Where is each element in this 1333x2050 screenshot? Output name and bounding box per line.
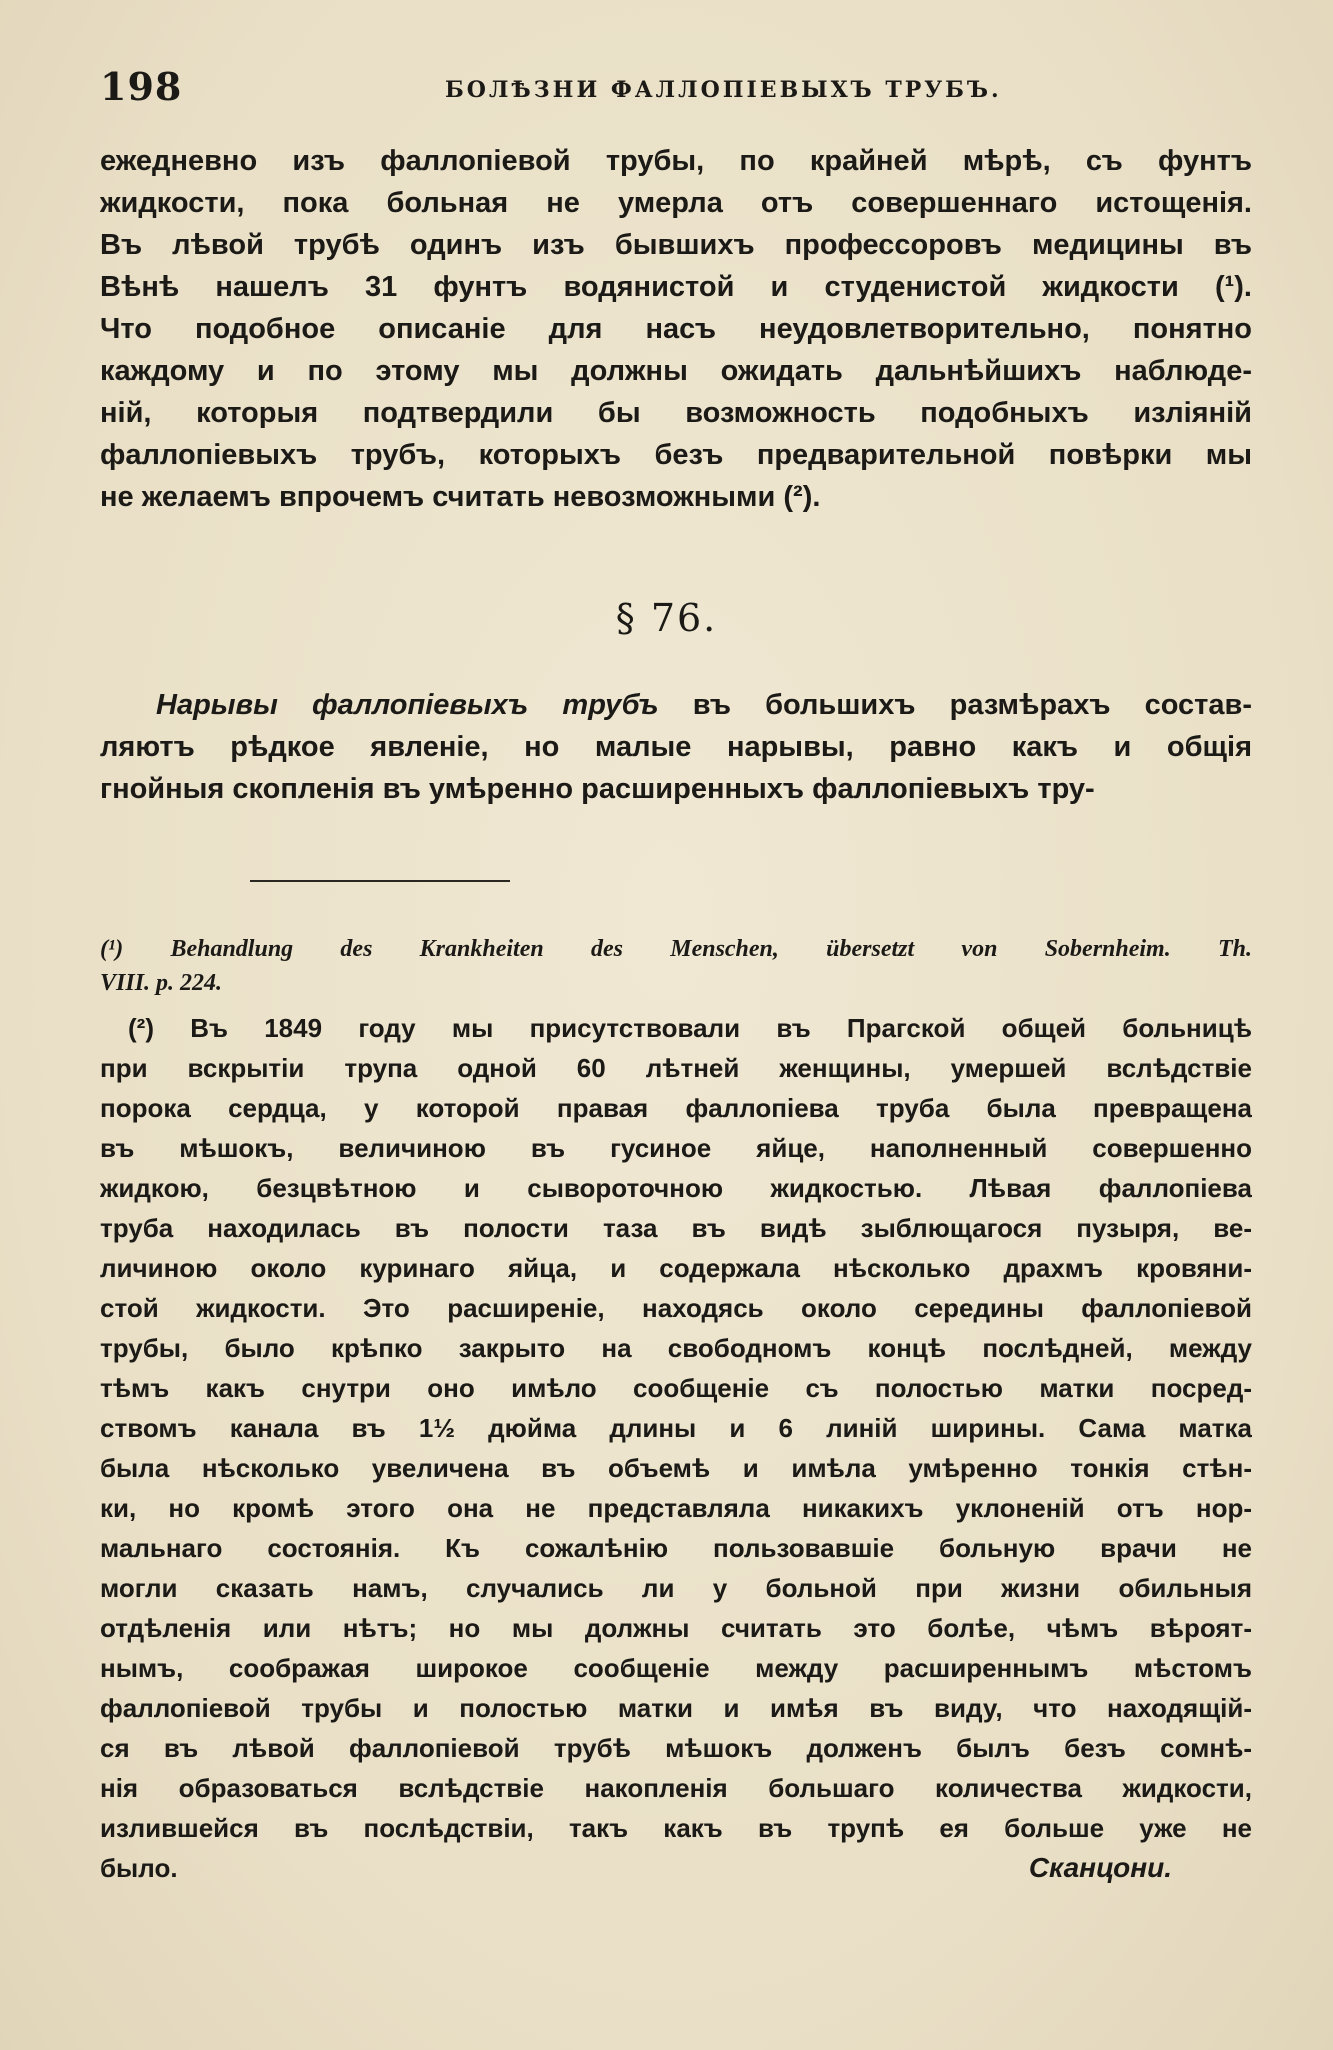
author-signature: Сканцони. xyxy=(1028,1852,1172,1883)
text-line: фаллопіевыхъ трубъ, которыхъ безъ предварительной повѣрки мы xyxy=(100,439,1252,471)
footnote-line: (²) Въ 1849 году мы присутствовали въ Прагской общей больницѣ xyxy=(128,1013,1252,1043)
footnote-line: порока сердца, у которой правая фаллопіева труба была превращена xyxy=(100,1093,1252,1123)
text-line: Что подобное описаніе для насъ неудовлетворительно, понятно xyxy=(100,313,1252,345)
text-line: Вѣнѣ нашелъ 31 фунтъ водянистой и студенистой жидкости (¹). xyxy=(100,271,1252,303)
footnote-divider xyxy=(250,880,510,882)
footnote-line: нымъ, соображая широкое сообщеніе между расширеннымъ мѣстомъ xyxy=(100,1653,1252,1683)
text-line: ній, которыя подтвердили бы возможность подобныхъ изліяній xyxy=(100,397,1252,429)
text-line: гнойныя скопленія въ умѣренно расширенныхъ фаллопіевыхъ тру- xyxy=(100,773,1095,805)
paragraph-1 xyxy=(100,140,1252,518)
footnote-line: отдѣленія или нѣтъ; но мы должны считать это болѣе, чѣмъ вѣроят- xyxy=(100,1613,1252,1643)
footnote-line: была нѣсколько увеличена въ объемѣ и имѣла умѣренно тонкія стѣн- xyxy=(100,1453,1252,1483)
footnote-1 xyxy=(100,932,1252,1000)
section-heading: § 76. xyxy=(615,596,718,640)
text-line: Въ лѣвой трубѣ одинъ изъ бывшихъ профессоровъ медицины въ xyxy=(100,229,1252,261)
footnote-line: труба находилась въ полости таза въ видѣ зыблющагося пузыря, ве- xyxy=(100,1213,1252,1243)
footnote-last-text: было. xyxy=(100,1853,178,1883)
footnote-line: стой жидкости. Это расширеніе, находясь около середины фаллопіевой xyxy=(100,1293,1252,1323)
footnote-line: излившейся въ послѣдствіи, такъ какъ въ трупѣ ея больше уже не xyxy=(100,1813,1252,1843)
footnote-line: трубы, было крѣпко закрыто на свободномъ концѣ послѣдней, между xyxy=(100,1333,1252,1363)
text-line: жидкости, пока больная не умерла отъ совершеннаго истощенія. xyxy=(100,187,1252,219)
footnote-line: въ мѣшокъ, величиною въ гусиное яйце, наполненный совершенно xyxy=(100,1133,1252,1163)
text-line: не желаемъ впрочемъ считать невозможными (²). xyxy=(100,481,821,513)
text-line: ежедневно изъ фаллопіевой трубы, по крайней мѣрѣ, съ фунтъ xyxy=(100,145,1252,177)
page-header xyxy=(100,64,1250,124)
text-line: каждому и по этому мы должны ожидать дальнѣйшихъ наблюде- xyxy=(100,355,1252,387)
footnote-line: (¹) Behandlung des Krankheiten des Menschen, übersetzt von Sobernheim. Th. xyxy=(100,936,1252,962)
footnote-line: личиною около куринаго яйца, и содержала нѣсколько драхмъ кровяни- xyxy=(100,1253,1252,1283)
text-line xyxy=(100,684,1252,726)
footnote-line: нія образоваться вслѣдствіе накопленія большаго количества жидкости, xyxy=(100,1773,1252,1803)
italic-term: Нарывы фаллопіевыхъ трубъ xyxy=(156,689,659,721)
footnote-line: жидкою, безцвѣтною и сывороточною жидкостью. Лѣвая фаллопіева xyxy=(100,1173,1252,1203)
footnote-line: при вскрытіи трупа одной 60 лѣтней женщины, умершей вслѣдствіе xyxy=(100,1053,1252,1083)
footnote-line: ствомъ канала въ 1½ дюйма длины и 6 линій ширины. Сама матка xyxy=(100,1413,1252,1443)
footnote-line: фаллопіевой трубы и полостью матки и имѣя въ виду, что находящій- xyxy=(100,1693,1252,1723)
footnote-line: ки, но кромѣ этого она не представляла никакихъ уклоненій отъ нор- xyxy=(100,1493,1252,1523)
text-line: ляютъ рѣдкое явленіе, но малые нарывы, равно какъ и общія xyxy=(100,731,1252,763)
footnote-line: мальнаго состоянія. Къ сожалѣнію пользовавшіе больную врачи не xyxy=(100,1533,1252,1563)
running-head: БОЛѢЗНИ ФАЛЛОПІЕВЫХЪ ТРУБЪ. xyxy=(445,77,1002,103)
text-segment: въ большихъ размѣрахъ состав- xyxy=(658,689,1252,721)
footnote-line: ся въ лѣвой фаллопіевой трубѣ мѣшокъ долженъ былъ безъ сомнѣ- xyxy=(100,1733,1252,1763)
footnote-closing-line xyxy=(100,1848,1252,1888)
footnote-2 xyxy=(100,1008,1252,1888)
footnotes xyxy=(100,932,1252,1888)
page-number: 198 xyxy=(100,64,183,109)
footnote-line: VIII. p. 224. xyxy=(100,970,223,996)
paragraph-2 xyxy=(100,684,1252,810)
footnote-line: тѣмъ какъ снутри оно имѣло сообщеніе съ полостью матки посред- xyxy=(100,1373,1252,1403)
footnote-line: могли сказать намъ, случались ли у больной при жизни обильныя xyxy=(100,1573,1252,1603)
